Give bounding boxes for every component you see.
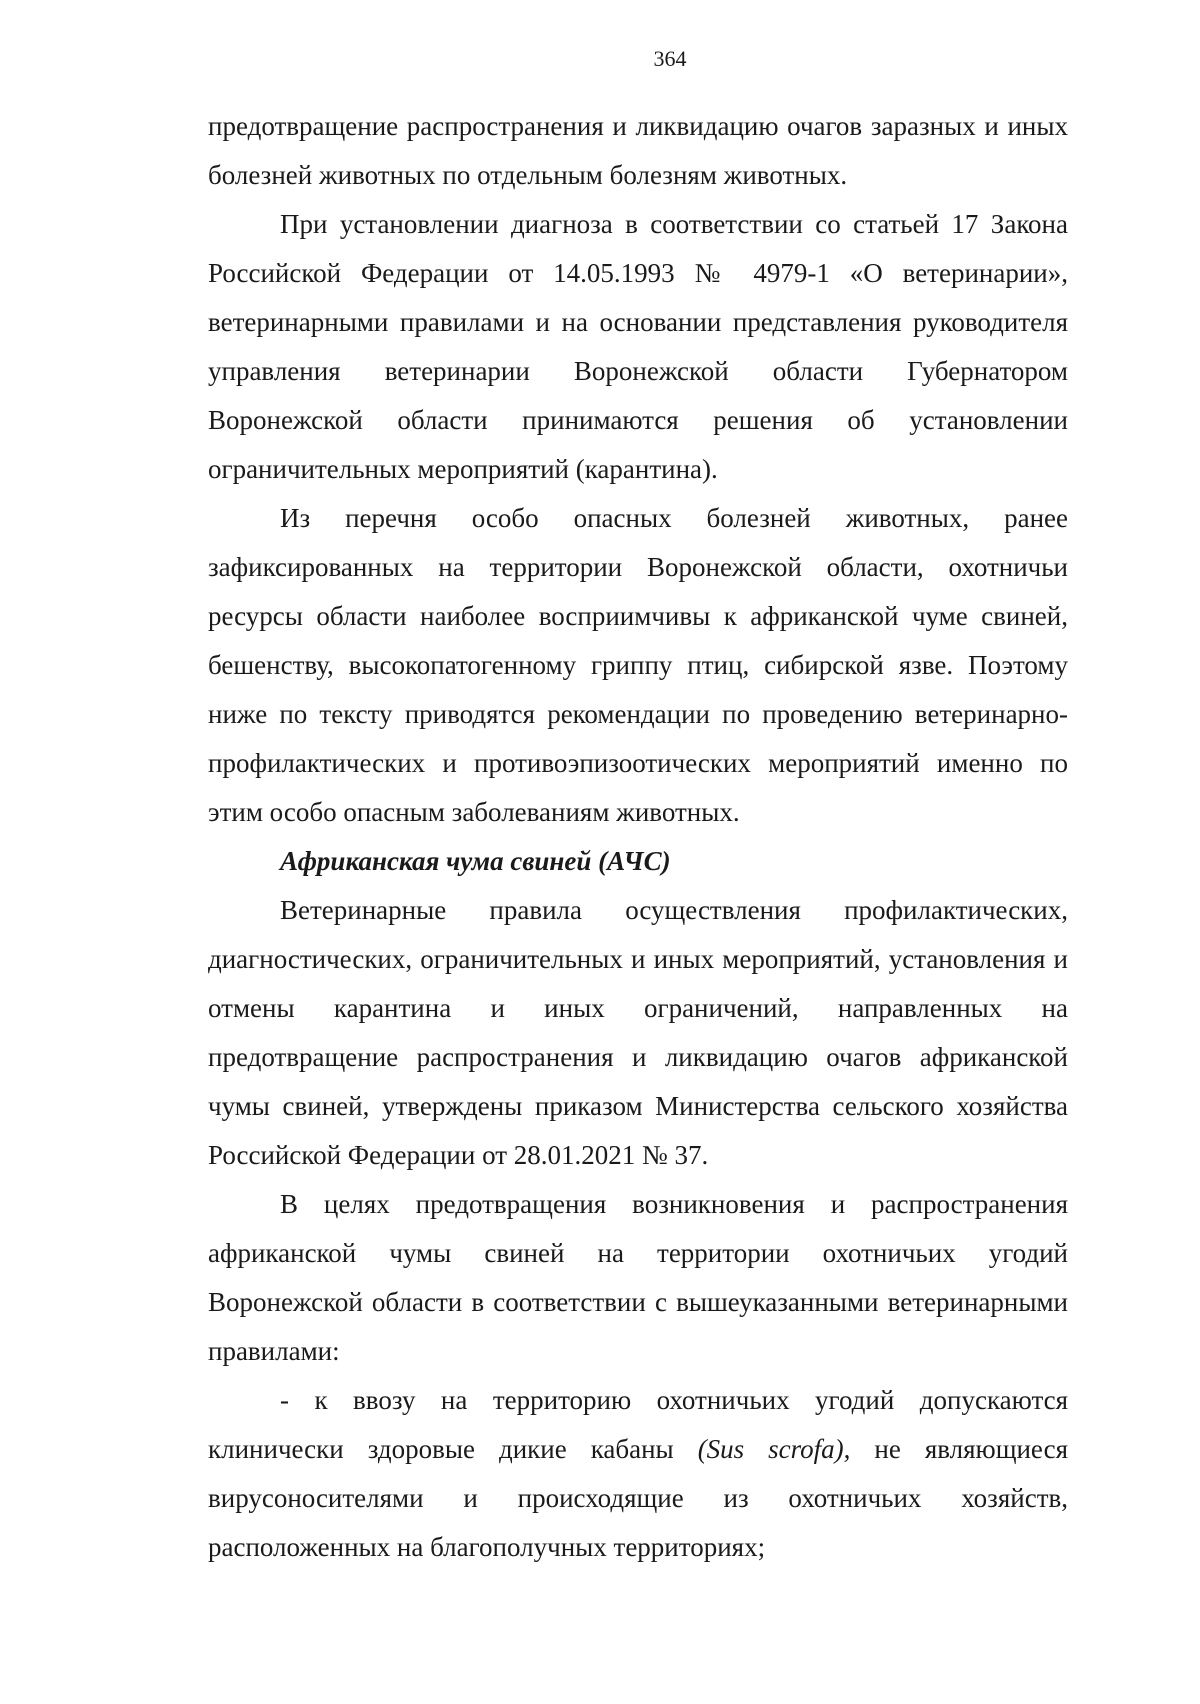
paragraph-veterinary-rules: Ветеринарные правила осуществления профилактических, диагностических, ограничительных и иных мероприятий, установления и отмены карантина и иных ограничений, направленных на предотвращение распространения и ликвидацию очагов африканской чумы свиней, утверждены приказом Министерства сельского хозяйства Российской Федерации от 28.01.2021 № 37. [208, 895, 1068, 1170]
paragraph-continuation: предотвращение распространения и ликвидацию очагов заразных и иных болезней животных по отдельным болезням животных. [208, 111, 1068, 190]
paragraph-import-boars [208, 1376, 1068, 1572]
paragraph-prevention-goals: В целях предотвращения возникновения и распространения африканской чумы свиней на территории охотничьих угодий Воронежской области в соответствии с вышеуказанными ветеринарными правилами: [208, 1189, 1068, 1366]
document-body [208, 102, 1068, 1572]
section-heading-asf: Африканская чума свиней (АЧС) [280, 846, 671, 876]
import-text-end: не являющиеся вирусоносителями и происходящие из охотничьих хозяйств, расположенных на благополучных территориях; [208, 1434, 1068, 1562]
import-text-start: - к ввозу на территорию охотничьих угодий допускаются клинически здоровые дикие кабаны [208, 1385, 1068, 1464]
page-number: 364 [653, 46, 687, 71]
latin-species-name: (Sus scrofa), [697, 1434, 851, 1464]
paragraph-dangerous-diseases: Из перечня особо опасных болезней животных, ранее зафиксированных на территории Воронежской области, охотничьи ресурсы области наиболее восприимчивы к африканской чуме свиней, бешенству, высокопатогенному гриппу птиц, сибирской язве. Поэтому ниже по тексту приводятся рекомендации по проведению ветеринарно-профилактических и противоэпизоотических мероприятий именно по этим особо опасным заболеваниям животных. [208, 503, 1068, 827]
paragraph-diagnosis: При установлении диагноза в соответствии со статьей 17 Закона Российской Федерации от 14.05.1993 № 4979-1 «О ветеринарии», ветеринарными правилами и на основании представления руководителя управления ветеринарии Воронежской области Губернатором Воронежской области принимаются решения об установлении ограничительных мероприятий (карантина). [208, 209, 1068, 484]
